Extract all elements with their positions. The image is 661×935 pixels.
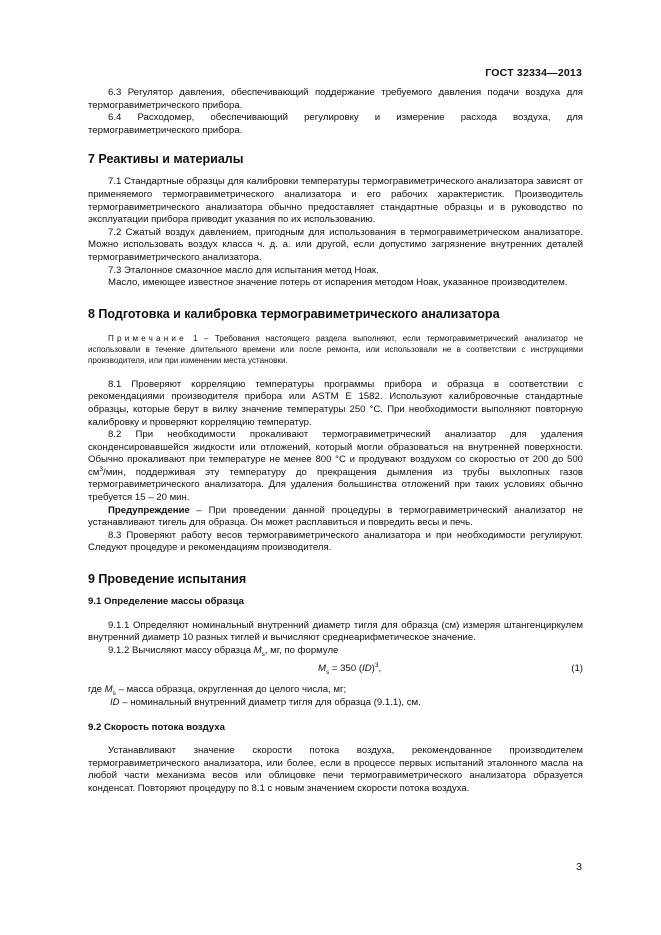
subsection-9-1-title: 9.1 Определение массы образца <box>88 596 244 608</box>
formula-lhs-subscript: s <box>326 669 330 677</box>
warning-text: – При проведении данной процедуры в термогравиметрический анализатор не устанавливают тигель для образца. Он может расплавиться и повредить весы и печь. <box>88 504 583 529</box>
note-label: Примечание <box>108 333 187 343</box>
legend-prefix: где <box>88 684 105 696</box>
formula-legend <box>88 684 583 709</box>
paragraph-9-1-2 <box>88 645 583 658</box>
paragraph-7-3: 7.3 Эталонное смазочное масло для испытания метод Ноак. <box>108 264 379 276</box>
note-1 <box>88 333 583 366</box>
page-number: 3 <box>576 861 582 873</box>
paragraph-7-1: 7.1 Стандартные образцы для калибровки температуры термогравиметрического анализатора зависят от применяемого термогравиметрического анализатора и его рабочих характеристик. Производитель термогравиметрического анализатора обычно предоставляет стандартные образцы и в руководство по эксплуатации прибора приводит указания по их использованию. <box>88 176 583 226</box>
formula-comma: , <box>378 663 382 675</box>
paragraph-7-2: 7.2 Сжатый воздух давлением, пригодным для использования в термогравиметрическом анализаторе. Можно использовать воздух класса ч. д. а. или другой, если допустимо загрязнение внутренних деталей термогравиметрического анализатора. <box>88 226 583 263</box>
subsection-9-2-title: 9.2 Скорость потока воздуха <box>88 721 225 733</box>
legend-mass-subscript: s <box>112 690 116 698</box>
formula-expression <box>318 663 381 676</box>
formula-variable: ID <box>362 663 372 675</box>
paragraph-8-2-part-b: /мин, поддерживая эту температуру до прекращения дымления из трубы выхлопных газов термогравиметрического анализатора. Для удаления большинства отложений при таких условиях обычно требуется 15 – 20 мин. <box>88 466 583 504</box>
warning-paragraph <box>88 505 583 530</box>
formula-lhs: M <box>318 663 326 675</box>
paragraph-8-2-part-a: 8.2 При необходимости прокаливают термогравиметрический анализатор для удаления сконденсировавшейся жидкости или отложений, который могли образоваться на внутренней поверхности. Обычно прокаливают при температуре не менее 800 °С и продувают воздухом со скоростью от 200 до 500 см <box>88 429 583 478</box>
formula-exponent: 3 <box>374 662 379 670</box>
formula-1 <box>88 659 583 681</box>
legend-diameter-text: – номинальный внутренний диаметр тигля для образца (9.1.1), см. <box>119 697 421 708</box>
legend-mass-symbol: M <box>104 684 113 696</box>
formula-paren: ) <box>371 663 375 675</box>
formula-constant: = 350 ( <box>329 663 363 675</box>
section-7-title: 7 Реактивы и материалы <box>88 152 244 167</box>
paragraph-9-2: Устанавливают значение скорости потока воздуха, рекомендованное производителем термогравиметрического анализатора, или более, если в процессе первых испытаний эталонного масла на любой части механизма весов или облицовке печи термогравиметрического анализатора образуется конденсат. Повторяют процедуру по 8.1 с новым значением скорости потока воздуха. <box>88 745 583 794</box>
paragraph-6-3: 6.3 Регулятор давления, обеспечивающий поддержание требуемого давления подачи воздуха для термогравиметрического прибора. <box>88 87 583 111</box>
warning-label: Предупреждение <box>108 504 190 516</box>
paragraph-9-1-1: 9.1.1 Определяют номинальный внутренний диаметр тигля для образца (см) измеряя штангенциркулем внутренний диаметр 10 разных тиглей и вычисляют среднеарифметическое значение. <box>88 619 583 644</box>
legend-line-diameter <box>88 697 583 710</box>
formula-number: (1) <box>571 663 583 675</box>
page-content <box>88 87 583 796</box>
cubic-superscript: 3 <box>99 465 104 473</box>
legend-line-mass <box>88 684 583 697</box>
standard-header: ГОСТ 32334—2013 <box>485 67 582 79</box>
mass-symbol: M <box>253 644 262 656</box>
section-9-title: 9 Проведение испытания <box>88 572 247 587</box>
legend-mass-text: – масса образца, округленная до целого числа, мг; <box>115 684 347 696</box>
legend-diameter-symbol: ID <box>110 697 120 708</box>
paragraph-6-4: 6.4 Расходомер, обеспечивающий регулировку и измерение расхода воздуха, для термогравиметрического прибора. <box>88 112 583 136</box>
mass-subscript: s <box>261 650 265 658</box>
paragraph-7-3-continuation: Масло, имеющее известное значение потерь от испарения методом Ноак, указанное производителем. <box>108 277 568 289</box>
note-text: 1 – Требования настоящего раздела выполняют, если термогравиметрический анализатор не использовали в течение длительного времени или после ремонта, или использовали не в соответствии с инструкциями производителя, или при изменении места установки. <box>88 333 583 365</box>
paragraph-8-2 <box>88 429 583 505</box>
section-8-title: 8 Подготовка и калибровка термогравиметрического анализатора <box>88 306 500 321</box>
paragraph-8-1: 8.1 Проверяют корреляцию температуры программы прибора и образца в соответствии с рекомендациями производителя прибора или ASTM E 1582. Используют калибровочные стандартные образцы, которые берут в вилку значение температуры 250 °С. При необходимости выполняют повторную калибровку и проверяют корреляцию температур. <box>88 378 583 428</box>
paragraph-9-1-2-tail: , мг, по формуле <box>264 644 339 656</box>
paragraph-8-3: 8.3 Проверяют работу весов термогравиметрического анализатора и при необходимости регулируют. Следуют процедуре и рекомендациям производителя. <box>88 529 583 554</box>
paragraph-9-1-2-text: 9.1.2 Вычисляют массу образца <box>108 644 254 656</box>
